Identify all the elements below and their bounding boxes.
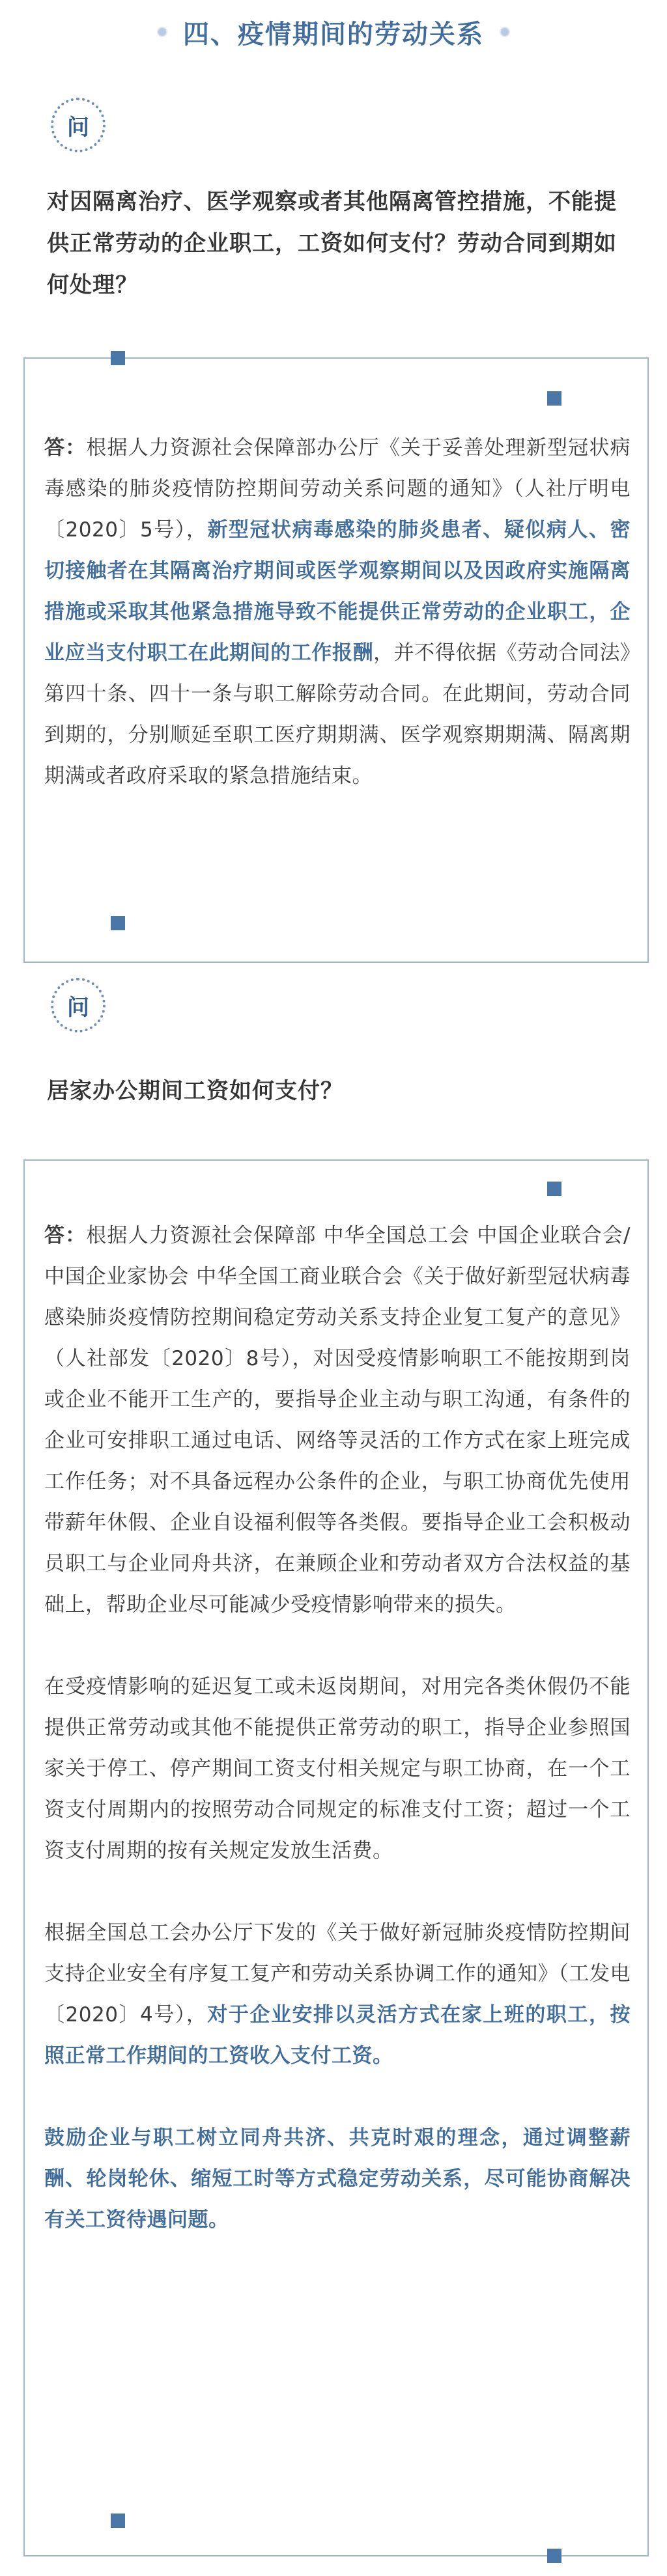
square-marker-icon — [111, 351, 125, 365]
circle-dot-icon — [500, 27, 510, 37]
answer-text: 根据全国总工会办公厅下发的《关于做好新冠肺炎疫情防控期间支持企业安全有序复工复产和劳动关系协调工作的通知》（工发电〔2020〕4号）， — [44, 1921, 631, 2027]
question-badge-label: 问 — [67, 994, 89, 1021]
answer-highlight: 对于企业安排以灵活方式在家上班的职工，按照正常工作期间的工资收入支付工资。 — [44, 2003, 631, 2068]
square-marker-icon — [547, 391, 561, 406]
circle-dot-icon — [157, 27, 167, 37]
square-marker-icon — [547, 1182, 561, 1196]
square-marker-icon — [547, 2549, 561, 2563]
section-header — [0, 9, 667, 55]
answer-2-paragraph-1 — [44, 1215, 631, 1626]
question-badge-2 — [51, 978, 106, 1032]
answer-1-paragraph — [44, 428, 631, 797]
section-title: 四、疫情期间的劳动关系 — [183, 19, 484, 49]
answer-lead: 答： — [44, 1224, 87, 1247]
answer-box-1 — [23, 357, 649, 963]
answer-text: 根据人力资源社会保障部 中华全国总工会 中国企业联合会/中国企业家协会 中华全国工商业联合会《关于做好新型冠状病毒感染肺炎疫情防控期间稳定劳动关系支持企业复工复产的意见》（人社部发〔2020〕8号），对因受疫情影响职工不能按期到岗或企业不能开工生产的，要指导企业主动与职工沟通，有条件的企业可安排职工通过电话、网络等灵活的工作方式在家上班完成工作任务；对不具备远程办公条件的企业，与职工协商优先使用带薪年休假、企业自设福利假等各类假。要指导企业工会积极动员职工与企业同舟共济，在兼顾企业和劳动者双方合法权益的基础上，帮助企业尽可能减少受疫情影响带来的损失。 — [44, 1224, 631, 1616]
question-badge-label: 问 — [67, 114, 89, 141]
question-2: 居家办公期间工资如何支付？ — [47, 1078, 343, 1104]
answer-box-2 — [23, 1159, 649, 2556]
answer-1-text — [44, 428, 631, 797]
answer-highlight: 新型冠状病毒感染的肺炎患者、疑似病人、密切接触者在其隔离治疗期间或医学观察期间以及因政府实施隔离措施或采取其他紧急措施导致不能提供正常劳动的企业职工，企业应当支付职工在此期间的工作报酬 — [44, 518, 631, 665]
answer-text: ，并不得依据《劳动合同法》第四十条、四十一条与职工解除劳动合同。在此期间，劳动合同到期的，分别顺延至职工医疗期期满、医学观察期期满、隔离期期满或者政府采取的紧急措施结束。 — [44, 641, 631, 788]
question-1: 对因隔离治疗、医学观察或者其他隔离管控措施，不能提供正常劳动的企业职工，工资如何支付？劳动合同到期如何处理？ — [47, 189, 617, 298]
answer-2-paragraph-3 — [44, 1913, 631, 2077]
answer-2-paragraph-2: 在受疫情影响的延迟复工或未返岗期间，对用完各类休假仍不能提供正常劳动或其他不能提供正常劳动的职工，指导企业参照国家关于停工、停产期间工资支付相关规定与职工协商，在一个工资支付周期内的按照劳动合同规定的标准支付工资；超过一个工资支付周期的按有关规定发放生活费。 — [44, 1675, 631, 1863]
answer-text: 根据人力资源社会保障部办公厅《关于妥善处理新型冠状病毒感染的肺炎疫情防控期间劳动关系问题的通知》（人社厅明电〔2020〕5号）， — [44, 436, 631, 542]
answer-2-text — [44, 1215, 631, 2241]
square-marker-icon — [111, 916, 125, 930]
answer-2-paragraph-4: 鼓励企业与职工树立同舟共济、共克时艰的理念，通过调整薪酬、轮岗轮休、缩短工时等方式稳定劳动关系，尽可能协商解决有关工资待遇问题。 — [44, 2126, 631, 2232]
square-marker-icon — [111, 2514, 125, 2528]
answer-lead: 答： — [44, 436, 87, 460]
question-badge-1 — [51, 98, 106, 152]
